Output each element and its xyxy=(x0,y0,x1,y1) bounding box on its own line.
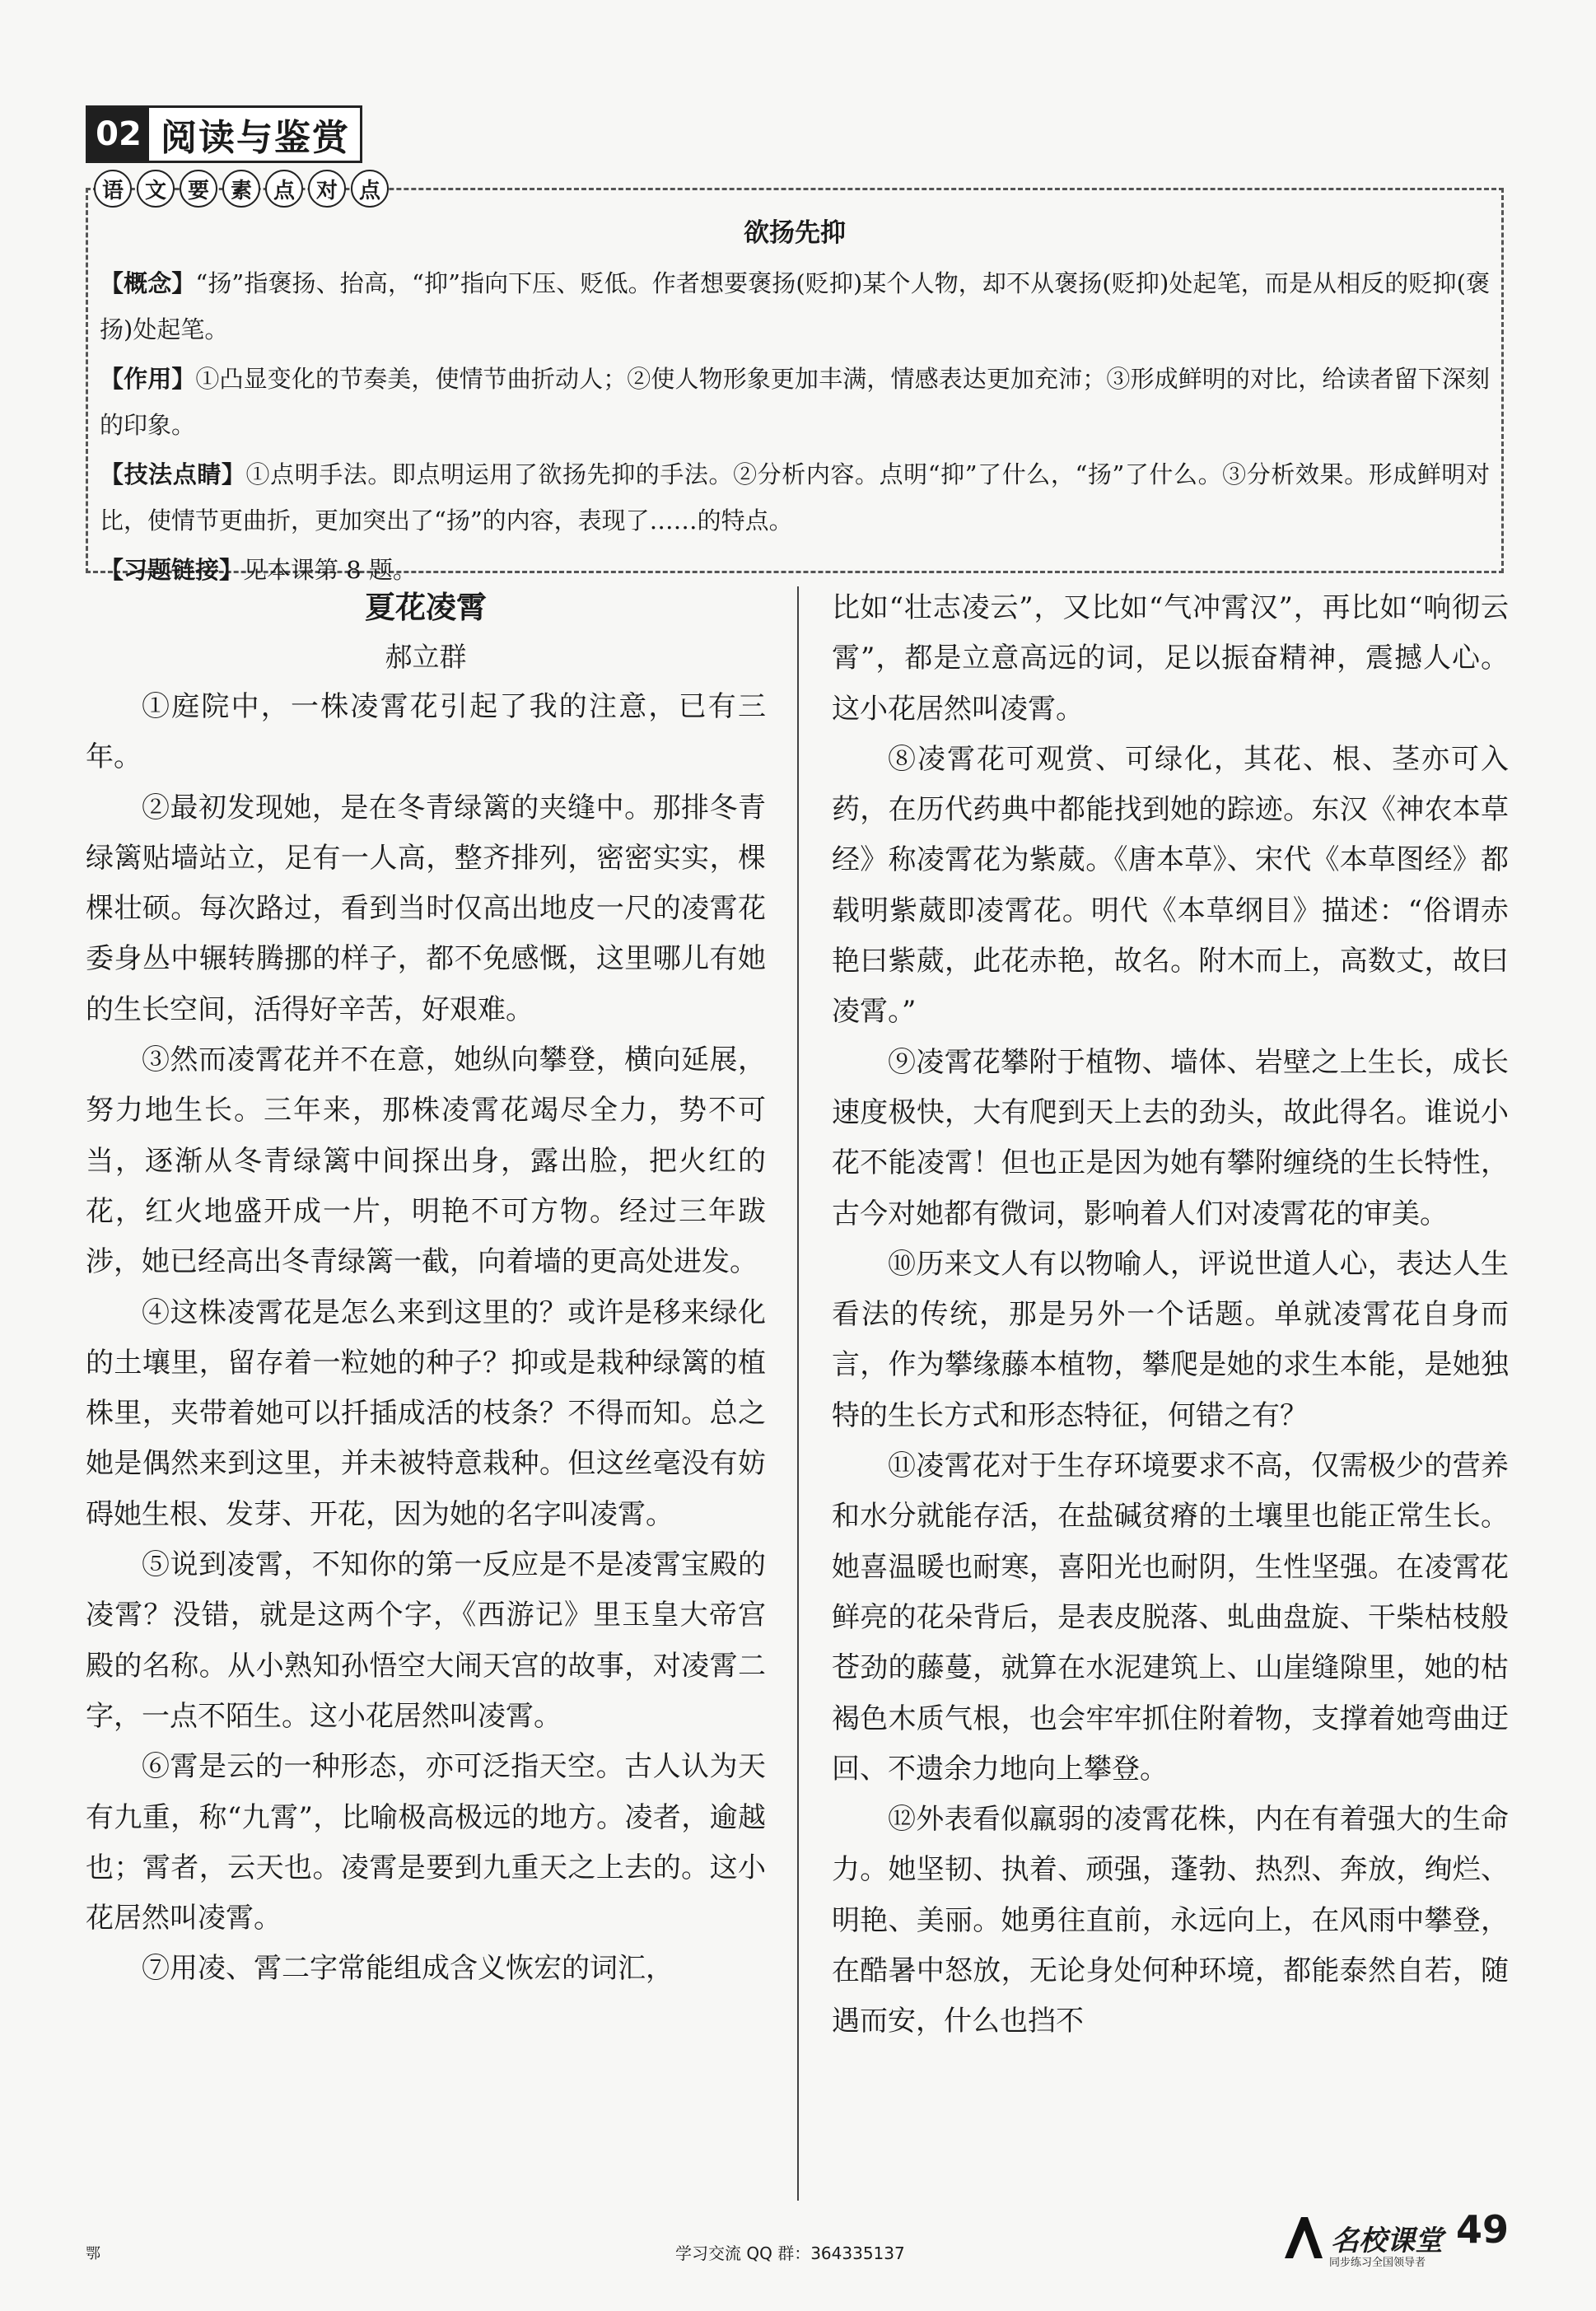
article-right-column xyxy=(832,583,1509,2047)
column-divider xyxy=(797,586,799,2201)
section-number: 02 xyxy=(88,108,149,161)
topic-tag: 点 xyxy=(351,170,389,208)
paragraph: ④这株凌霄花是怎么来到这里的？或许是移来绿化的土壤里，留存着一粒她的种子？抑或是栽种绿篱的植株里，夹带着她可以扦插成活的枝条？不得而知。总之她是偶然来到这里，并未被特意栽种。但这丝毫没有妨碍她生根、发芽、开花，因为她的名字叫凌霄。 xyxy=(86,1296,766,1531)
concept-label: 【概念】 xyxy=(100,269,196,297)
brand-name: 名校课堂 xyxy=(1331,2224,1443,2257)
concept-text: “扬”指褒扬、抬高，“抑”指向下压、贬低。作者想要褒扬(贬抑)某个人物，却不从褒扬(贬抑)处起笔，而是从相反的贬抑(褒扬)处起笔。 xyxy=(100,269,1490,343)
concept-label: 【习题链接】 xyxy=(100,556,244,584)
brand-a-icon xyxy=(1281,2215,1326,2260)
paragraph: ⑪凌霄花对于生存环境要求不高，仅需极少的营养和水分就能存活，在盐碱贫瘠的土壤里也能正常生长。她喜温暖也耐寒，喜阳光也耐阴，生性坚强。在凌霄花鲜亮的花朵背后，是表皮脱落、虬曲盘旋、干柴枯枝般苍劲的藤蔓，就算在水泥建筑上、山崖缝隙里，她的枯褐色木质气根，也会牢牢抓住附着物，支撑着她弯曲迂回、不遗余力地向上攀登。 xyxy=(832,1450,1509,1786)
concept-label: 【技法点睛】 xyxy=(100,460,246,488)
topic-tag: 要 xyxy=(180,170,217,208)
paragraph: ⑧凌霄花可观赏、可绿化，其花、根、茎亦可入药，在历代药典中都能找到她的踪迹。东汉《神农本草经》称凌霄花为紫葳。《唐本草》、宋代《本草图经》都载明紫葳即凌霄花。明代《本草纲目》描述：“俗谓赤艳曰紫葳，此花赤艳，故名。附木而上，高数丈，故曰凌霄。” xyxy=(832,742,1509,1029)
topic-tag: 素 xyxy=(222,170,260,208)
article-title: 夏花凌霄 xyxy=(365,590,487,625)
paragraph: ⑨凌霄花攀附于植物、墙体、岩壁之上生长，成长速度极快，大有爬到天上去的劲头，故此得名。谁说小花不能凌霄！但也正是因为她有攀附缠绕的生长特性，古今对她都有微词，影响着人们对凌霄花的审美。 xyxy=(832,1045,1509,1230)
concept-text: 见本课第 8 题。 xyxy=(243,556,417,584)
paragraph: ①庭院中，一株凌霄花引起了我的注意，已有三年。 xyxy=(86,690,766,774)
footer-mark: 鄂 xyxy=(86,2245,100,2262)
section-header xyxy=(86,105,362,163)
topic-tag: 对 xyxy=(308,170,346,208)
concept-label: 【作用】 xyxy=(100,365,196,393)
paragraph: ⑤说到凌霄，不知你的第一反应是不是凌霄宝殿的凌霄？没错，就是这两个字，《西游记》里玉皇大帝宫殿的名称。从小熟知孙悟空大闹天宫的故事，对凌霄二字，一点不陌生。这小花居然叫凌霄。 xyxy=(86,1548,766,1733)
paragraph: ⑫外表看似羸弱的凌霄花株，内在有着强大的生命力。她坚韧、执着、顽强，蓬勃、热烈、奔放，绚烂、明艳、美丽。她勇往直前，永远向上，在风雨中攀登，在酷暑中怒放，无论身处何种环境，都能泰然自若，随遇而安，什么也挡不 xyxy=(832,1803,1509,2038)
concept-item xyxy=(100,451,1490,544)
concept-title: 欲扬先抑 xyxy=(744,218,846,248)
article-author: 郝立群 xyxy=(385,641,467,673)
topic-tag: 语 xyxy=(94,170,132,208)
topic-tag: 文 xyxy=(137,170,175,208)
topic-tags xyxy=(94,170,389,208)
concept-text: ①点明手法。即点明运用了欲扬先抑的手法。②分析内容。点明“抑”了什么，“扬”了什么。③分析效果。形成鲜明对比，使情节更曲折，更加突出了“扬”的内容，表现了……的特点。 xyxy=(100,460,1490,535)
article-left-column xyxy=(86,583,766,1995)
paragraph: ②最初发现她，是在冬青绿篱的夹缝中。那排冬青绿篱贴墙站立，足有一人高，整齐排列，密密实实，棵棵壮硕。每次路过，看到当时仅高出地皮一尺的凌霄花委身丛中辗转腾挪的样子，都不免感慨，这里哪儿有她的生长空间，活得好辛苦，好艰难。 xyxy=(86,791,766,1026)
page-number: 49 xyxy=(1456,2207,1510,2252)
section-title: 阅读与鉴赏 xyxy=(161,117,350,159)
concept-box xyxy=(86,188,1504,584)
brand-slogan: 同步练习全国领导者 xyxy=(1329,2257,1426,2269)
paragraph: ⑦用凌、霄二字常能组成含义恢宏的词汇， xyxy=(142,1952,674,1986)
footer-qq-group: 学习交流 QQ 群：364335137 xyxy=(675,2243,905,2263)
paragraph: ⑩历来文人有以物喻人，评说世道人心，表达人生看法的传统，那是另外一个话题。单就凌霄花自身而言，作为攀缘藤本植物，攀爬是她的求生本能，是她独特的生长方式和形态特征，何错之有？ xyxy=(832,1247,1509,1432)
topic-tag: 点 xyxy=(265,170,303,208)
paragraph: 比如“壮志凌云”，又比如“气冲霄汉”，再比如“响彻云霄”，都是立意高远的词，足以振奋精神，震撼人心。这小花居然叫凌霄。 xyxy=(832,591,1509,726)
paragraph: ③然而凌霄花并不在意，她纵向攀登，横向延展，努力地生长。三年来，那株凌霄花竭尽全力，势不可当，逐渐从冬青绿篱中间探出身，露出脸，把火红的花，红火地盛开成一片，明艳不可方物。经过三年跋涉，她已经高出冬青绿篱一截，向着墙的更高处进发。 xyxy=(86,1043,766,1279)
paragraph: ⑥霄是云的一种形态，亦可泛指天空。古人认为天有九重，称“九霄”，比喻极高极远的地方。凌者，逾越也；霄者，云天也。凌霄是要到九重天之上去的。这小花居然叫凌霄。 xyxy=(86,1750,766,1935)
concept-item xyxy=(100,356,1490,448)
concept-item xyxy=(100,260,1490,352)
brand-logo xyxy=(1281,2215,1443,2269)
concept-text: ①凸显变化的节奏美，使情节曲折动人；②使人物形象更加丰满，情感表达更加充沛；③形成鲜明的对比，给读者留下深刻的印象。 xyxy=(100,365,1490,439)
